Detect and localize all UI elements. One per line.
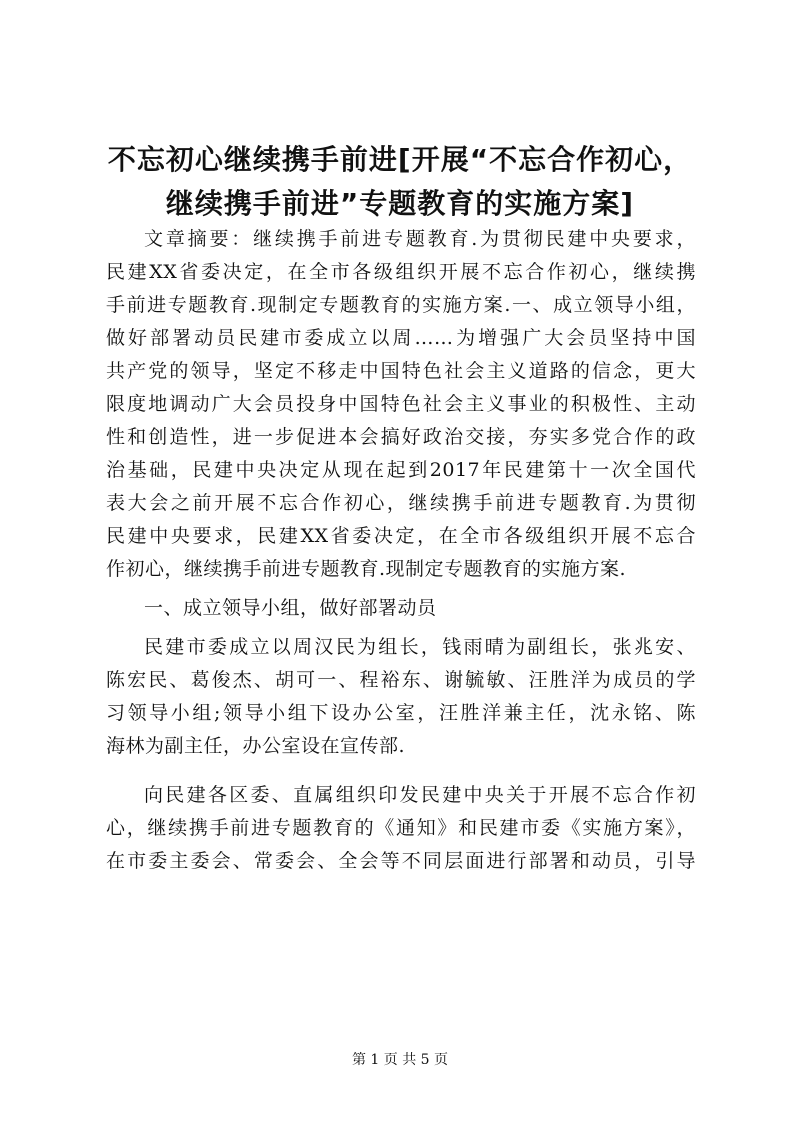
text-line: 习领导小组;领导小组下设办公室，汪胜洋兼主任，沈永铭、陈 [106, 702, 696, 724]
text-line: 在市委主委会、常委会、全会等不同层面进行部署和动员，引导 [106, 850, 696, 872]
text-line: 手前进专题教育.现制定专题教育的实施方案.一、成立领导小组， [106, 294, 696, 316]
text-line: 陈宏民、葛俊杰、胡可一、程裕东、谢毓敏、汪胜洋为成员的学 [106, 669, 696, 691]
document-body [106, 223, 696, 878]
text-line: 性和创造性，进一步促进本会搞好政治交接，夯实多党合作的政 [106, 426, 696, 448]
text-line: 限度地调动广大会员投身中国特色社会主义事业的积极性、主动 [106, 393, 696, 415]
text-line: 共产党的领导，坚定不移走中国特色社会主义道路的信念，更大 [106, 360, 696, 382]
page-number-footer: 第 1 页 共 5 页 [351, 1052, 449, 1068]
text-line: 海林为副主任，办公室设在宣传部. [106, 735, 406, 757]
section-heading: 一、成立领导小组，做好部署动员 [144, 597, 437, 619]
text-line: 民建中央要求，民建XX省委决定，在全市各级组织开展不忘合 [106, 525, 696, 547]
title-line-1: 不忘初心继续携手前进[开展“不忘合作初心， [107, 143, 693, 176]
document-title [90, 138, 710, 226]
text-line: 治基础，民建中央决定从现在起到2017年民建第十一次全国代 [106, 459, 696, 481]
paragraph-leadership-group [106, 631, 696, 763]
text-line: 民建市委成立以周汉民为组长，钱雨晴为副组长，张兆安、 [144, 636, 696, 658]
title-line-2: 继续携手前进”专题教育的实施方案] [165, 187, 635, 220]
text-line: 向民建各区委、直属组织印发民建中央关于开展不忘合作初 [144, 784, 696, 806]
text-line: 民建XX省委决定，在全市各级组织开展不忘合作初心，继续携 [106, 261, 696, 283]
text-line: 表大会之前开展不忘合作初心，继续携手前进专题教育.为贯彻 [106, 492, 696, 514]
paragraph-notification [106, 779, 696, 878]
text-line: 心，继续携手前进专题教育的《通知》和民建市委《实施方案》， [106, 817, 696, 839]
text-line: 作初心，继续携手前进专题教育.现制定专题教育的实施方案. [106, 558, 627, 580]
text-line: 做好部署动员民建市委成立以周……为增强广大会员坚持中国 [106, 327, 696, 349]
abstract-paragraph [106, 223, 696, 586]
text-line: 文章摘要：继续携手前进专题教育.为贯彻民建中央要求， [144, 228, 696, 250]
